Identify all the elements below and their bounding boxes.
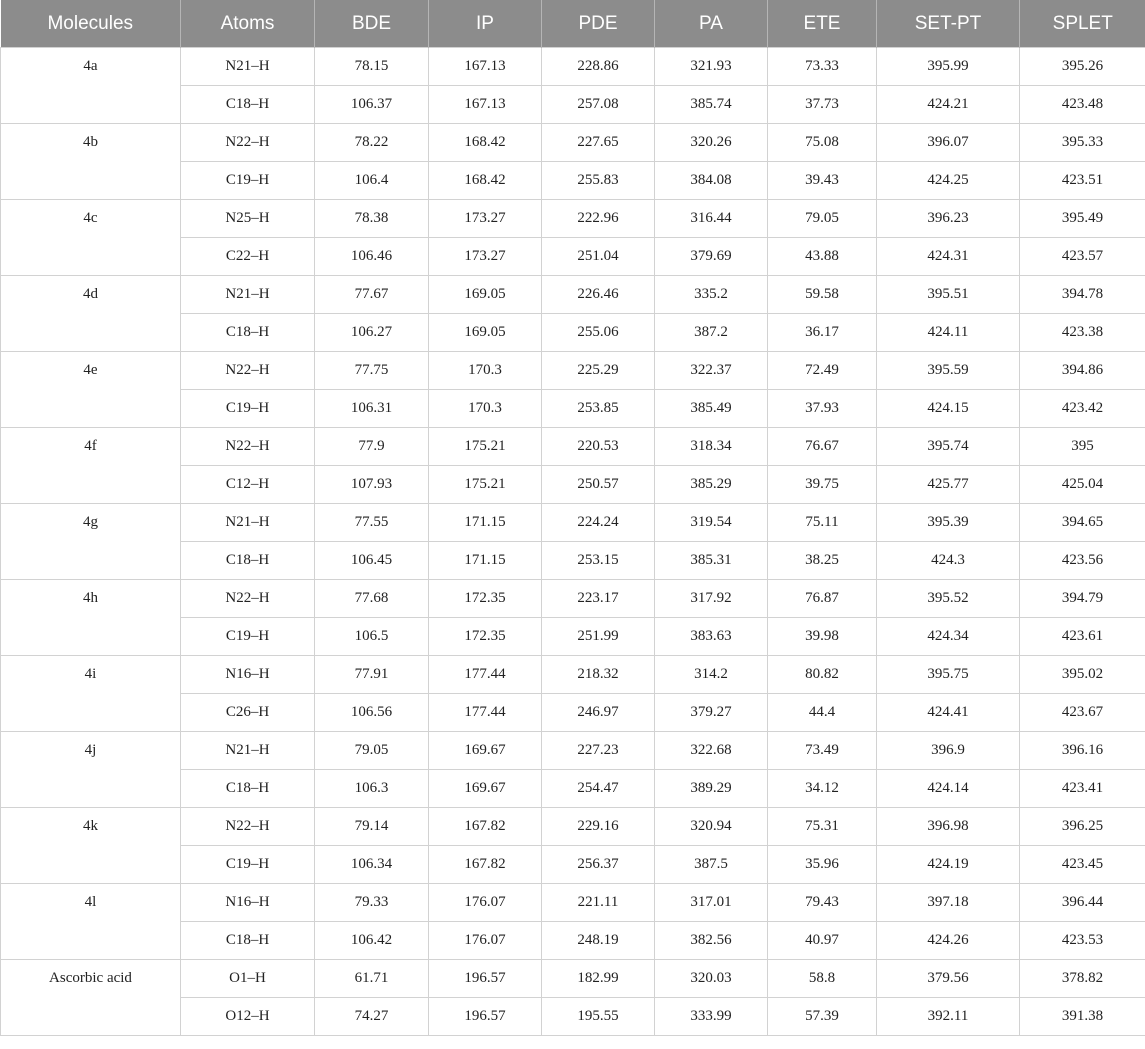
- molecule-cell: 4c: [1, 200, 181, 276]
- value-cell: 107.93: [315, 466, 429, 504]
- value-cell: 423.57: [1020, 238, 1145, 276]
- value-cell: 106.4: [315, 162, 429, 200]
- value-cell: 175.21: [429, 466, 542, 504]
- value-cell: 223.17: [542, 580, 655, 618]
- value-cell: 394.78: [1020, 276, 1145, 314]
- table-row: [1, 960, 1145, 998]
- value-cell: 228.86: [542, 48, 655, 86]
- value-cell: 177.44: [429, 694, 542, 732]
- value-cell: 378.82: [1020, 960, 1145, 998]
- value-cell: 39.43: [768, 162, 877, 200]
- value-cell: 424.11: [877, 314, 1020, 352]
- value-cell: 172.35: [429, 580, 542, 618]
- value-cell: 392.11: [877, 998, 1020, 1036]
- value-cell: 169.67: [429, 770, 542, 808]
- value-cell: 257.08: [542, 86, 655, 124]
- value-cell: 170.3: [429, 390, 542, 428]
- molecule-cell: 4f: [1, 428, 181, 504]
- column-header: Molecules: [1, 0, 181, 48]
- value-cell: 106.37: [315, 86, 429, 124]
- value-cell: 79.05: [315, 732, 429, 770]
- atom-cell: C22–H: [181, 238, 315, 276]
- value-cell: 424.25: [877, 162, 1020, 200]
- value-cell: 169.67: [429, 732, 542, 770]
- atom-cell: C19–H: [181, 390, 315, 428]
- value-cell: 321.93: [655, 48, 768, 86]
- value-cell: 395.74: [877, 428, 1020, 466]
- atom-cell: N22–H: [181, 352, 315, 390]
- value-cell: 379.69: [655, 238, 768, 276]
- value-cell: 317.92: [655, 580, 768, 618]
- column-header: IP: [429, 0, 542, 48]
- value-cell: 385.31: [655, 542, 768, 580]
- value-cell: 57.39: [768, 998, 877, 1036]
- value-cell: 423.38: [1020, 314, 1145, 352]
- value-cell: 395.51: [877, 276, 1020, 314]
- atom-cell: C18–H: [181, 922, 315, 960]
- value-cell: 396.98: [877, 808, 1020, 846]
- value-cell: 394.65: [1020, 504, 1145, 542]
- value-cell: 169.05: [429, 314, 542, 352]
- value-cell: 196.57: [429, 960, 542, 998]
- value-cell: 221.11: [542, 884, 655, 922]
- value-cell: 379.27: [655, 694, 768, 732]
- atom-cell: N21–H: [181, 732, 315, 770]
- value-cell: 387.5: [655, 846, 768, 884]
- value-cell: 106.5: [315, 618, 429, 656]
- value-cell: 385.49: [655, 390, 768, 428]
- molecule-cell: 4k: [1, 808, 181, 884]
- value-cell: 77.91: [315, 656, 429, 694]
- value-cell: 40.97: [768, 922, 877, 960]
- value-cell: 77.55: [315, 504, 429, 542]
- molecule-cell: 4e: [1, 352, 181, 428]
- atom-cell: C26–H: [181, 694, 315, 732]
- atom-cell: C18–H: [181, 542, 315, 580]
- value-cell: 106.46: [315, 238, 429, 276]
- atom-cell: C18–H: [181, 770, 315, 808]
- value-cell: 79.14: [315, 808, 429, 846]
- value-cell: 168.42: [429, 124, 542, 162]
- value-cell: 77.67: [315, 276, 429, 314]
- atom-cell: C12–H: [181, 466, 315, 504]
- molecule-cell: 4i: [1, 656, 181, 732]
- value-cell: 172.35: [429, 618, 542, 656]
- value-cell: 75.31: [768, 808, 877, 846]
- value-cell: 167.82: [429, 808, 542, 846]
- value-cell: 385.74: [655, 86, 768, 124]
- value-cell: 333.99: [655, 998, 768, 1036]
- value-cell: 423.67: [1020, 694, 1145, 732]
- value-cell: 424.34: [877, 618, 1020, 656]
- value-cell: 218.32: [542, 656, 655, 694]
- value-cell: 318.34: [655, 428, 768, 466]
- value-cell: 396.9: [877, 732, 1020, 770]
- value-cell: 224.24: [542, 504, 655, 542]
- value-cell: 227.65: [542, 124, 655, 162]
- column-header: PDE: [542, 0, 655, 48]
- table-row: [1, 884, 1145, 922]
- table-row: [1, 656, 1145, 694]
- value-cell: 35.96: [768, 846, 877, 884]
- value-cell: 195.55: [542, 998, 655, 1036]
- value-cell: 170.3: [429, 352, 542, 390]
- value-cell: 106.56: [315, 694, 429, 732]
- value-cell: 248.19: [542, 922, 655, 960]
- value-cell: 177.44: [429, 656, 542, 694]
- value-cell: 423.41: [1020, 770, 1145, 808]
- value-cell: 425.77: [877, 466, 1020, 504]
- table-row: [1, 504, 1145, 542]
- value-cell: 391.38: [1020, 998, 1145, 1036]
- value-cell: 167.82: [429, 846, 542, 884]
- value-cell: 320.94: [655, 808, 768, 846]
- value-cell: 253.85: [542, 390, 655, 428]
- column-header: SPLET: [1020, 0, 1145, 48]
- value-cell: 322.68: [655, 732, 768, 770]
- value-cell: 322.37: [655, 352, 768, 390]
- value-cell: 73.49: [768, 732, 877, 770]
- atom-cell: C19–H: [181, 162, 315, 200]
- header-row: [1, 0, 1145, 48]
- value-cell: 43.88: [768, 238, 877, 276]
- value-cell: 106.3: [315, 770, 429, 808]
- value-cell: 74.27: [315, 998, 429, 1036]
- value-cell: 173.27: [429, 238, 542, 276]
- value-cell: 383.63: [655, 618, 768, 656]
- value-cell: 38.25: [768, 542, 877, 580]
- value-cell: 396.16: [1020, 732, 1145, 770]
- value-cell: 37.93: [768, 390, 877, 428]
- value-cell: 77.75: [315, 352, 429, 390]
- atom-cell: N22–H: [181, 580, 315, 618]
- molecule-cell: 4a: [1, 48, 181, 124]
- value-cell: 395: [1020, 428, 1145, 466]
- value-cell: 395.02: [1020, 656, 1145, 694]
- value-cell: 78.15: [315, 48, 429, 86]
- value-cell: 225.29: [542, 352, 655, 390]
- value-cell: 385.29: [655, 466, 768, 504]
- value-cell: 319.54: [655, 504, 768, 542]
- value-cell: 39.98: [768, 618, 877, 656]
- value-cell: 424.41: [877, 694, 1020, 732]
- value-cell: 37.73: [768, 86, 877, 124]
- atom-cell: O1–H: [181, 960, 315, 998]
- value-cell: 424.3: [877, 542, 1020, 580]
- value-cell: 182.99: [542, 960, 655, 998]
- atom-cell: N21–H: [181, 504, 315, 542]
- value-cell: 389.29: [655, 770, 768, 808]
- value-cell: 394.79: [1020, 580, 1145, 618]
- value-cell: 196.57: [429, 998, 542, 1036]
- value-cell: 423.48: [1020, 86, 1145, 124]
- value-cell: 395.33: [1020, 124, 1145, 162]
- value-cell: 423.42: [1020, 390, 1145, 428]
- value-cell: 317.01: [655, 884, 768, 922]
- value-cell: 384.08: [655, 162, 768, 200]
- atom-cell: C18–H: [181, 314, 315, 352]
- value-cell: 379.56: [877, 960, 1020, 998]
- value-cell: 106.42: [315, 922, 429, 960]
- column-header: Atoms: [181, 0, 315, 48]
- value-cell: 227.23: [542, 732, 655, 770]
- value-cell: 171.15: [429, 504, 542, 542]
- value-cell: 77.68: [315, 580, 429, 618]
- value-cell: 78.38: [315, 200, 429, 238]
- value-cell: 316.44: [655, 200, 768, 238]
- value-cell: 395.49: [1020, 200, 1145, 238]
- value-cell: 79.33: [315, 884, 429, 922]
- atom-cell: N22–H: [181, 808, 315, 846]
- molecule-cell: 4l: [1, 884, 181, 960]
- value-cell: 75.08: [768, 124, 877, 162]
- table-row: [1, 124, 1145, 162]
- value-cell: 394.86: [1020, 352, 1145, 390]
- table-row: [1, 276, 1145, 314]
- value-cell: 79.43: [768, 884, 877, 922]
- value-cell: 34.12: [768, 770, 877, 808]
- column-header: ETE: [768, 0, 877, 48]
- value-cell: 80.82: [768, 656, 877, 694]
- atom-cell: N21–H: [181, 48, 315, 86]
- value-cell: 423.56: [1020, 542, 1145, 580]
- value-cell: 176.07: [429, 884, 542, 922]
- table-row: [1, 48, 1145, 86]
- value-cell: 314.2: [655, 656, 768, 694]
- molecule-cell: Ascorbic acid: [1, 960, 181, 1036]
- value-cell: 395.39: [877, 504, 1020, 542]
- value-cell: 395.59: [877, 352, 1020, 390]
- value-cell: 44.4: [768, 694, 877, 732]
- value-cell: 255.83: [542, 162, 655, 200]
- table-row: [1, 580, 1145, 618]
- value-cell: 424.21: [877, 86, 1020, 124]
- value-cell: 250.57: [542, 466, 655, 504]
- value-cell: 61.71: [315, 960, 429, 998]
- value-cell: 175.21: [429, 428, 542, 466]
- atom-cell: C19–H: [181, 846, 315, 884]
- value-cell: 59.58: [768, 276, 877, 314]
- molecule-cell: 4j: [1, 732, 181, 808]
- value-cell: 320.26: [655, 124, 768, 162]
- value-cell: 256.37: [542, 846, 655, 884]
- value-cell: 424.14: [877, 770, 1020, 808]
- value-cell: 251.99: [542, 618, 655, 656]
- value-cell: 76.87: [768, 580, 877, 618]
- value-cell: 171.15: [429, 542, 542, 580]
- value-cell: 253.15: [542, 542, 655, 580]
- table-row: [1, 352, 1145, 390]
- value-cell: 226.46: [542, 276, 655, 314]
- value-cell: 73.33: [768, 48, 877, 86]
- atom-cell: C19–H: [181, 618, 315, 656]
- value-cell: 75.11: [768, 504, 877, 542]
- value-cell: 79.05: [768, 200, 877, 238]
- value-cell: 396.25: [1020, 808, 1145, 846]
- value-cell: 396.44: [1020, 884, 1145, 922]
- atom-cell: O12–H: [181, 998, 315, 1036]
- value-cell: 106.45: [315, 542, 429, 580]
- value-cell: 424.15: [877, 390, 1020, 428]
- value-cell: 168.42: [429, 162, 542, 200]
- value-cell: 39.75: [768, 466, 877, 504]
- value-cell: 397.18: [877, 884, 1020, 922]
- table-row: [1, 808, 1145, 846]
- value-cell: 424.31: [877, 238, 1020, 276]
- value-cell: 395.75: [877, 656, 1020, 694]
- value-cell: 335.2: [655, 276, 768, 314]
- value-cell: 167.13: [429, 86, 542, 124]
- value-cell: 173.27: [429, 200, 542, 238]
- value-cell: 246.97: [542, 694, 655, 732]
- atom-cell: N16–H: [181, 656, 315, 694]
- value-cell: 423.53: [1020, 922, 1145, 960]
- value-cell: 106.27: [315, 314, 429, 352]
- value-cell: 72.49: [768, 352, 877, 390]
- value-cell: 396.07: [877, 124, 1020, 162]
- value-cell: 251.04: [542, 238, 655, 276]
- value-cell: 58.8: [768, 960, 877, 998]
- value-cell: 423.61: [1020, 618, 1145, 656]
- value-cell: 76.67: [768, 428, 877, 466]
- column-header: PA: [655, 0, 768, 48]
- value-cell: 423.51: [1020, 162, 1145, 200]
- value-cell: 387.2: [655, 314, 768, 352]
- value-cell: 176.07: [429, 922, 542, 960]
- value-cell: 424.26: [877, 922, 1020, 960]
- value-cell: 78.22: [315, 124, 429, 162]
- atom-cell: C18–H: [181, 86, 315, 124]
- table-body: [1, 48, 1145, 1036]
- table-row: [1, 428, 1145, 466]
- molecule-cell: 4d: [1, 276, 181, 352]
- value-cell: 395.99: [877, 48, 1020, 86]
- value-cell: 106.34: [315, 846, 429, 884]
- value-cell: 255.06: [542, 314, 655, 352]
- table-row: [1, 732, 1145, 770]
- value-cell: 395.26: [1020, 48, 1145, 86]
- value-cell: 254.47: [542, 770, 655, 808]
- value-cell: 77.9: [315, 428, 429, 466]
- table-row: [1, 200, 1145, 238]
- value-cell: 106.31: [315, 390, 429, 428]
- value-cell: 424.19: [877, 846, 1020, 884]
- value-cell: 167.13: [429, 48, 542, 86]
- value-cell: 220.53: [542, 428, 655, 466]
- atom-cell: N25–H: [181, 200, 315, 238]
- value-cell: 396.23: [877, 200, 1020, 238]
- column-header: BDE: [315, 0, 429, 48]
- value-cell: 36.17: [768, 314, 877, 352]
- atom-cell: N16–H: [181, 884, 315, 922]
- value-cell: 320.03: [655, 960, 768, 998]
- atom-cell: N21–H: [181, 276, 315, 314]
- molecule-cell: 4g: [1, 504, 181, 580]
- value-cell: 423.45: [1020, 846, 1145, 884]
- value-cell: 222.96: [542, 200, 655, 238]
- value-cell: 229.16: [542, 808, 655, 846]
- value-cell: 382.56: [655, 922, 768, 960]
- value-cell: 395.52: [877, 580, 1020, 618]
- molecule-cell: 4h: [1, 580, 181, 656]
- atom-cell: N22–H: [181, 428, 315, 466]
- molecule-cell: 4b: [1, 124, 181, 200]
- value-cell: 169.05: [429, 276, 542, 314]
- atom-cell: N22–H: [181, 124, 315, 162]
- column-header: SET-PT: [877, 0, 1020, 48]
- value-cell: 425.04: [1020, 466, 1145, 504]
